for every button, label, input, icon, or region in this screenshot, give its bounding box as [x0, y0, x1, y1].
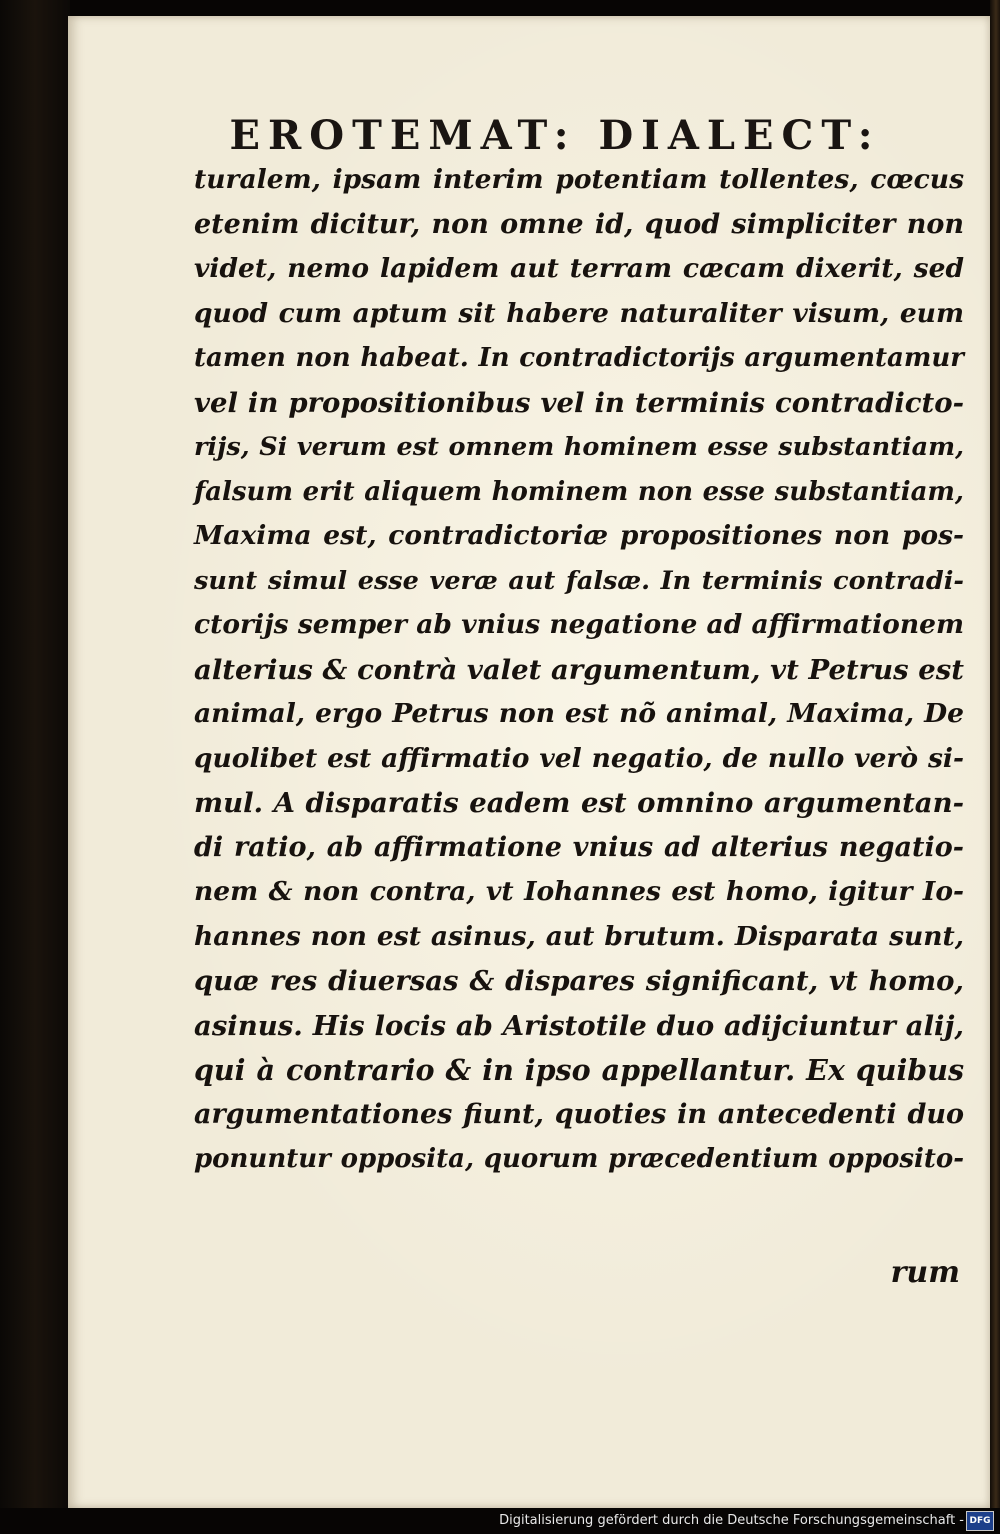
text-line: tamen non habeat. In contradictorijs argumentamur [194, 343, 964, 373]
text-line: quod cum aptum sit habere naturaliter visum, eum [194, 297, 964, 329]
text-line: qui à contrario & in ipso appellantur. Ex quibus [194, 1053, 964, 1087]
text-line: rijs, Si verum est omnem hominem esse substantiam, [194, 432, 964, 462]
text-line: argumentationes fiunt, quoties in antecedenti duo [194, 1098, 964, 1130]
page-fore-edge [990, 0, 1000, 1534]
text-line: mul. A disparatis eadem est omnino argumentan- [194, 787, 964, 819]
text-line: di ratio, ab affirmatione vnius ad alterius negatio- [194, 831, 964, 863]
text-line: vel in propositionibus vel in terminis contradicto- [194, 386, 964, 419]
text-line: ctorijs semper ab vnius negatione ad affirmationem [194, 609, 964, 640]
text-line: hannes non est asinus, aut brutum. Disparata sunt, [194, 920, 964, 952]
text-line: turalem, ipsam interim potentiam tollentes, cœcus [194, 164, 964, 195]
text-line: nem & non contra, vt Iohannes est homo, igitur Io- [194, 876, 964, 907]
funding-credit: Digitalisierung gefördert durch die Deutsche Forschungsgemeinschaft - [499, 1513, 964, 1528]
text-line: alterius & contrà valet argumentum, vt Petrus est [194, 653, 964, 686]
text-line: quæ res diuersas & dispares significant, vt homo, [194, 965, 964, 997]
text-line: etenim dicitur, non omne id, quod simpliciter non [194, 208, 964, 240]
text-line: falsum erit aliquem hominem non esse substantiam, [194, 476, 964, 507]
text-line: videt, nemo lapidem aut terram cæcam dixerit, sed [194, 253, 964, 284]
text-line: asinus. His locis ab Aristotile duo adijciuntur alij, [194, 1009, 964, 1042]
book-binding [0, 0, 70, 1534]
dfg-logo: DFG [966, 1511, 994, 1531]
body-text [194, 158, 964, 1182]
text-line: sunt simul esse veræ aut falsæ. In terminis contradi- [194, 565, 964, 596]
text-line: Maxima est, contradictoriæ propositiones non pos- [194, 520, 964, 551]
text-line: ponuntur opposita, quorum præcedentium opposito- [194, 1144, 964, 1174]
text-line: animal, ergo Petrus non est nõ animal, Maxima, De [194, 698, 964, 729]
catchword: rum [890, 1255, 960, 1290]
text-line: quolibet est affirmatio vel negatio, de nullo verò si- [194, 742, 964, 774]
running-head: EROTEMAT: DIALECT: [229, 112, 881, 159]
